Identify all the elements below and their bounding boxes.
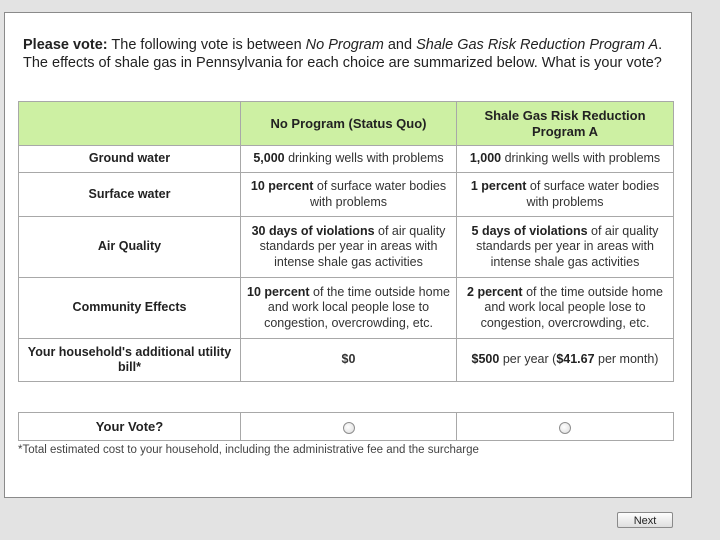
bill-no-program: $0 [241, 339, 457, 382]
intro-text-1: The following vote is between [107, 37, 306, 53]
vote-cell-program-a [457, 413, 674, 441]
attr-ground-water: Ground water [19, 146, 241, 173]
header-no-program: No Program (Status Quo) [241, 102, 457, 146]
air-quality-no-program: 30 days of violations of air quality standards per year in areas with intense shale gas activities [241, 217, 457, 278]
vote-no-program-radio[interactable] [343, 422, 355, 434]
air-quality-program-a: 5 days of violations of air quality standards per year in areas with intense shale gas activities [457, 217, 674, 278]
header-attribute-cell [19, 102, 241, 146]
vote-table [18, 412, 674, 441]
vote-cell-no-program [241, 413, 457, 441]
ground-water-no-program: 5,000 drinking wells with problems [241, 146, 457, 173]
attr-utility-bill: Your household's additional utility bill* [19, 339, 241, 382]
table-header-row [19, 102, 674, 146]
ground-water-program-a: 1,000 drinking wells with problems [457, 146, 674, 173]
attr-surface-water: Surface water [19, 173, 241, 217]
community-program-a: 2 percent of the time outside home and work local people lose to congestion, overcrowding, etc. [457, 278, 674, 339]
surface-water-program-a: 1 percent of surface water bodies with problems [457, 173, 674, 217]
bill-program-a: $500 per year ($41.67 per month) [457, 339, 674, 382]
vote-label: Your Vote? [19, 413, 241, 441]
table-row [19, 278, 674, 339]
vote-row [19, 413, 674, 441]
community-no-program: 10 percent of the time outside home and work local people lose to congestion, overcrowding, etc. [241, 278, 457, 339]
next-button[interactable]: Next [617, 512, 673, 528]
table-row [19, 146, 674, 173]
intro-text [23, 36, 673, 72]
table-row [19, 217, 674, 278]
vote-program-a-radio[interactable] [559, 422, 571, 434]
intro-text-2: and [383, 37, 417, 53]
surface-water-no-program: 10 percent of surface water bodies with problems [241, 173, 457, 217]
footnote: *Total estimated cost to your household, including the administrative fee and the surcharge [18, 444, 479, 456]
comparison-table [18, 101, 674, 382]
intro-lead: Please vote: [23, 37, 108, 53]
attr-air-quality: Air Quality [19, 217, 241, 278]
table-row [19, 339, 674, 382]
intro-option-1: No Program [305, 37, 384, 53]
attr-community-effects: Community Effects [19, 278, 241, 339]
table-row [19, 173, 674, 217]
intro-option-2: Shale Gas Risk Reduction Program A [416, 37, 659, 53]
intro-text-3: . The effects of shale gas in Pennsylvania for each choice are summarized below. What is your vote? [23, 37, 663, 71]
header-program-a: Shale Gas Risk Reduction Program A [457, 102, 674, 146]
